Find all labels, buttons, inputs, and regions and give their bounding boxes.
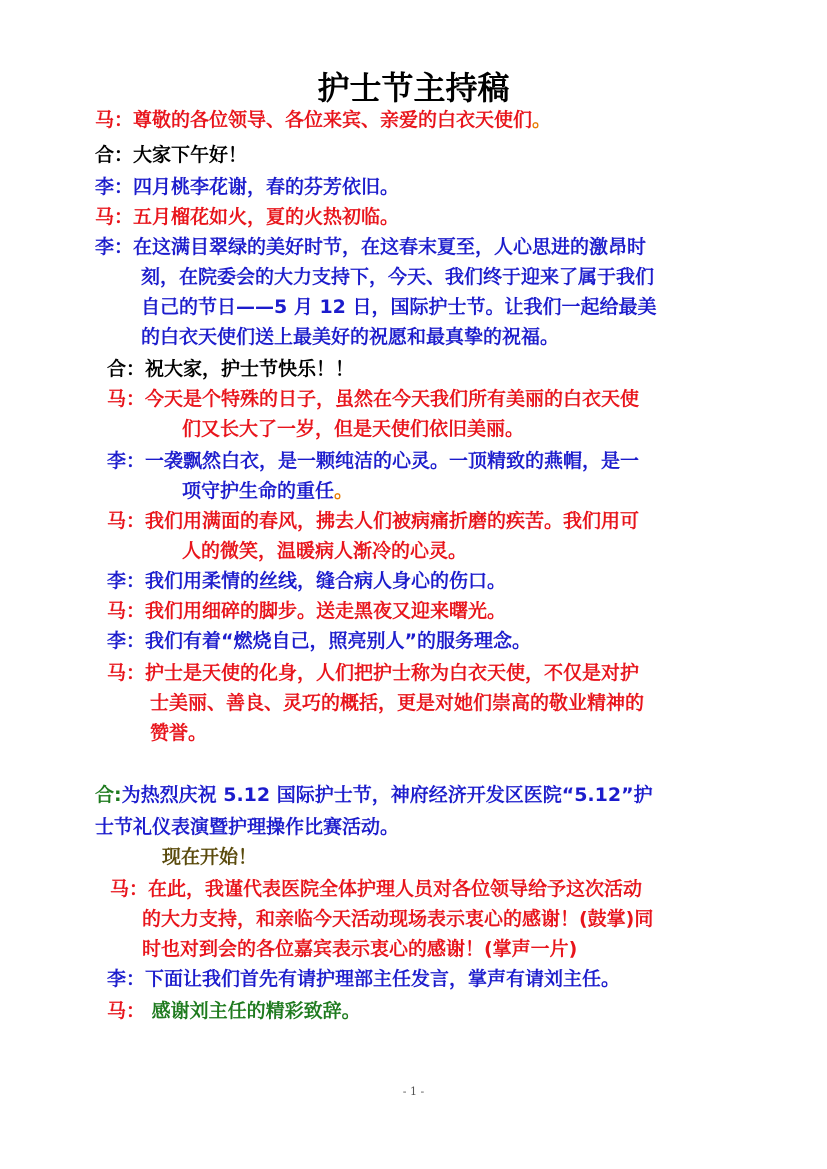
script-line-cont: 的大力支持，和亲临今天活动现场表示衷心的感谢！(鼓掌)同 — [142, 908, 654, 930]
script-line-cont: 的白衣天使们送上最美好的祝愿和最真挚的祝福。 — [141, 326, 560, 348]
speaker-li: 李： — [107, 570, 146, 592]
script-line-cont: 自己的节日——5 月 12 日，国际护士节。让我们一起给最美 — [141, 296, 657, 318]
speaker-li: 李： — [95, 176, 134, 198]
script-line — [95, 780, 653, 810]
speaker-he: 合: — [95, 784, 122, 806]
script-line — [107, 658, 639, 688]
script-line-cont: 们又长大了一岁，但是天使们依旧美丽。 — [182, 418, 525, 440]
speaker-li: 李： — [107, 968, 146, 990]
script-line-cont: 士美丽、善良、灵巧的概括，更是对她们崇高的敬业精神的 — [150, 692, 645, 714]
speaker-li: 李： — [107, 630, 146, 652]
script-line — [95, 140, 247, 170]
line-text: 感谢刘主任的精彩致辞。 — [151, 1000, 361, 1022]
script-line — [107, 964, 620, 994]
line-text: 我们有着“燃烧自己，照亮别人”的服务理念。 — [145, 630, 531, 652]
speaker-ma: 马： — [107, 510, 146, 532]
line-text: 我们用满面的春风，拂去人们被病痛折磨的疾苦。我们用可 — [145, 510, 640, 532]
script-line — [107, 566, 506, 596]
script-line-cont: 人的微笑，温暖病人渐冷的心灵。 — [182, 540, 468, 562]
script-line — [107, 596, 506, 626]
script-line — [107, 996, 361, 1026]
speaker-ma: 马： — [107, 662, 146, 684]
script-line — [107, 506, 639, 536]
speaker-ma: 马： — [110, 878, 149, 900]
line-text: 四月桃李花谢，春的芬芳依旧。 — [133, 176, 400, 198]
line-text: 五月榴花如火，夏的火热初临。 — [133, 206, 400, 228]
script-line — [107, 384, 639, 414]
line-text: 下面让我们首先有请护理部主任发言，掌声有请刘主任。 — [145, 968, 621, 990]
script-line-cont: 刻，在院委会的大力支持下，今天、我们终于迎来了属于我们 — [141, 266, 655, 288]
punctuation: 。 — [532, 109, 552, 131]
script-line: 现在开始！ — [162, 846, 258, 868]
line-text: 我们用细碎的脚步。送走黑夜又迎来曙光。 — [145, 600, 507, 622]
script-line — [95, 172, 399, 202]
line-text: 我们用柔情的丝线，缝合病人身心的伤口。 — [145, 570, 507, 592]
script-line — [110, 874, 642, 904]
speaker-he: 合： — [107, 358, 146, 380]
line-text: 祝大家，护士节快乐！！ — [145, 358, 355, 380]
page-number: - 1 - — [402, 1085, 425, 1098]
script-line-cont: 士节礼仪表演暨护理操作比赛活动。 — [95, 816, 400, 838]
speaker-ma: 马： — [107, 1000, 152, 1022]
script-line — [95, 202, 399, 232]
line-text: 在这满目翠绿的美好时节，在这春末夏至，人心思进的激昂时 — [133, 236, 647, 258]
speaker-he: 合： — [95, 144, 134, 166]
line-text: 一袭飘然白衣，是一颗纯洁的心灵。一顶精致的燕帽，是一 — [145, 450, 640, 472]
speaker-ma: 马： — [95, 206, 134, 228]
line-text: 为热烈庆祝 5.12 国际护士节，神府经济开发区医院“5.12”护 — [121, 784, 653, 806]
line-text: 项守护生命的重任 — [182, 480, 335, 502]
speaker-ma: 马： — [95, 109, 134, 131]
script-line — [95, 105, 551, 135]
script-line-cont: 时也对到会的各位嘉宾表示衷心的感谢！(掌声一片) — [142, 938, 578, 960]
line-text: 今天是个特殊的日子，虽然在今天我们所有美丽的白衣天使 — [145, 388, 640, 410]
page-title: 护士节主持稿 — [317, 69, 510, 107]
script-line — [95, 232, 646, 262]
script-line — [107, 354, 354, 384]
speaker-ma: 马： — [107, 600, 146, 622]
script-line-cont: 赞誉。 — [150, 722, 208, 744]
line-text: 护士是天使的化身，人们把护士称为白衣天使，不仅是对护 — [145, 662, 640, 684]
script-line — [107, 626, 531, 656]
punctuation: 。 — [334, 480, 354, 502]
script-line — [107, 446, 639, 476]
speaker-li: 李： — [107, 450, 146, 472]
line-text: 尊敬的各位领导、各位来宾、亲爱的白衣天使们 — [133, 109, 533, 131]
line-text: 在此，我谨代表医院全体护理人员对各位领导给予这次活动 — [148, 878, 643, 900]
speaker-li: 李： — [95, 236, 134, 258]
script-line-cont — [182, 476, 353, 506]
speaker-ma: 马： — [107, 388, 146, 410]
line-text: 大家下午好！ — [133, 144, 248, 166]
